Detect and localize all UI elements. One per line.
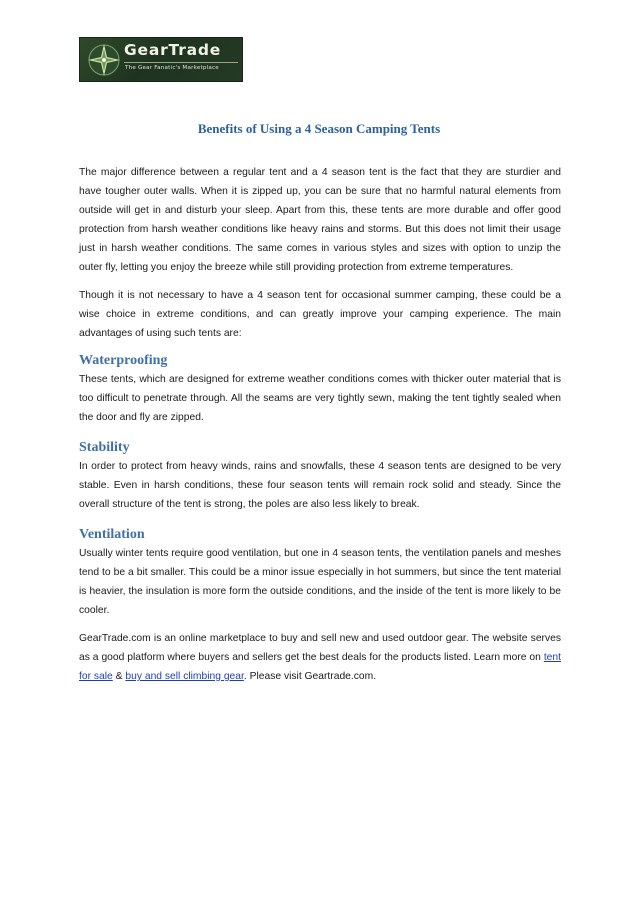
compass-leaf-icon xyxy=(86,42,122,78)
closing-ampersand: & xyxy=(112,671,126,682)
intro-paragraph-1: The major difference between a regular tent and a 4 season tent is the fact that they are sturdier and have tougher outer walls. When it is zipped up, you can be sure that no harmful natural elements from outside will get in and disturb your sleep. Apart from this, these tents are more durable and offer good protection from harsh weather conditions like heavy rains and storms. But this does not limit their usage just in harsh weather conditions. The same comes in various styles and sizes with option to unzip the outer fly, letting you enjoy the breeze while still providing protection from extreme temperatures. xyxy=(79,167,561,273)
section-heading-ventilation: Ventilation xyxy=(79,527,145,542)
section-heading-stability: Stability xyxy=(79,440,130,455)
geartrade-logo xyxy=(79,37,243,82)
tent-for-sale-link[interactable]: tent for sale xyxy=(79,652,561,682)
logo-brand-text: GearTrade xyxy=(124,41,222,59)
logo-tagline: The Gear Fanatic's Marketplace xyxy=(125,65,219,71)
logo-divider xyxy=(124,62,238,63)
buy-sell-climbing-gear-link[interactable]: buy and sell climbing gear xyxy=(125,671,244,682)
document-body xyxy=(79,163,561,695)
document-title: Benefits of Using a 4 Season Camping Tents xyxy=(197,121,441,136)
closing-paragraph xyxy=(79,629,561,686)
closing-text-after: . Please visit Geartrade.com. xyxy=(243,671,377,682)
section-body-ventilation: Usually winter tents require good ventilation, but one in 4 season tents, the ventilation panels and meshes tend to be a bit smaller. This could be a minor issue especially in hot summers, but since the tent material is heavier, the insulation is more form the outside conditions, and the inside of the tent is more likely to be cooler. xyxy=(79,548,561,616)
closing-text-before: GearTrade.com is an online marketplace to buy and sell new and used outdoor gear. The website serves as a good platform where buyers and sellers get the best deals for the products listed. Learn more on xyxy=(79,633,561,663)
section-body-waterproofing: These tents, which are designed for extreme weather conditions comes with thicker outer material that is too difficult to penetrate through. All the seams are very tightly sewn, making the tent tightly sealed when the door and fly are zipped. xyxy=(79,374,561,423)
section-body-stability: In order to protect from heavy winds, rains and snowfalls, these 4 season tents are designed to be very stable. Even in harsh conditions, these four season tents will remain rock solid and steady. Since the overall structure of the tent is strong, the poles are also less likely to break. xyxy=(79,461,561,510)
intro-paragraph-2: Though it is not necessary to have a 4 season tent for occasional summer camping, these could be a wise choice in extreme conditions, and can greatly improve your camping experience. The main advantages of using such tents are: xyxy=(79,290,561,339)
section-heading-waterproofing: Waterproofing xyxy=(79,353,168,368)
